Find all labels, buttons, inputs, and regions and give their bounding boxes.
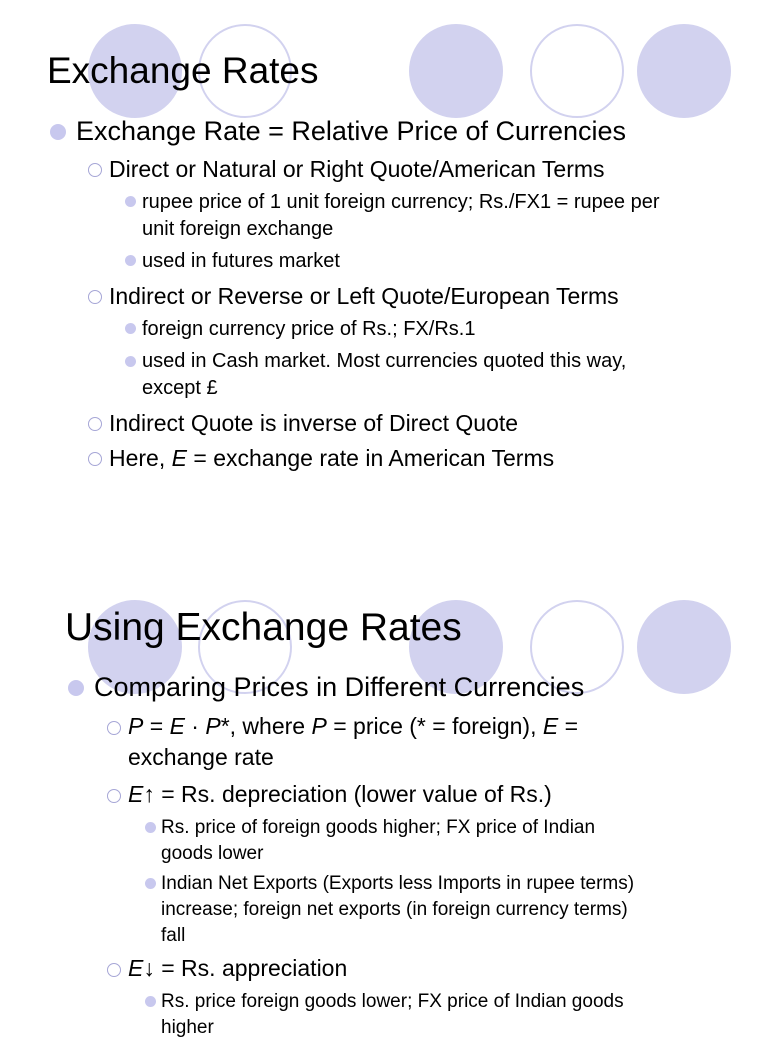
bullet-dot-icon [145, 996, 156, 1007]
bullet-level3-cont: higher [161, 1017, 214, 1038]
bullet-ring-icon [88, 452, 102, 466]
bullet-level3-cont: fall [161, 925, 186, 946]
variable-p: P [311, 713, 327, 739]
text-run: *, where [220, 713, 312, 739]
bullet-dot-icon [125, 323, 136, 334]
decor-circle [637, 600, 731, 694]
bullet-level3-cont: except £ [142, 377, 218, 399]
bullet-level3: Rs. price of foreign goods higher; FX price of Indian [161, 817, 596, 838]
bullet-level1: Comparing Prices in Different Currencies [94, 672, 585, 702]
bullet-level3-cont: unit foreign exchange [142, 218, 334, 240]
text-run: · [184, 713, 206, 739]
variable-e: E [171, 445, 187, 471]
bullet-ring-icon [88, 290, 102, 304]
variable-e: E [169, 713, 185, 739]
bullet-level2 [128, 781, 552, 808]
bullet-level3: Rs. price foreign goods lower; FX price of Indian goods [161, 991, 624, 1012]
bullet-level3: Indian Net Exports (Exports less Imports in rupee terms) [161, 873, 635, 894]
bullet-level1: Exchange Rate = Relative Price of Currencies [76, 116, 627, 146]
decor-circle-outline [530, 24, 624, 118]
bullet-level2 [128, 713, 578, 740]
bullet-dot-icon [50, 124, 66, 140]
bullet-dot-icon [125, 255, 136, 266]
bullet-ring-icon [107, 963, 121, 977]
bullet-level3-cont: increase; foreign net exports (in foreign currency terms) [161, 899, 628, 920]
text-run: ↑ = Rs. depreciation (lower value of Rs.) [143, 781, 552, 807]
text-run: = price (* = foreign), [326, 713, 543, 739]
variable-p: P [128, 713, 144, 739]
bullet-dot-icon [145, 878, 156, 889]
bullet-ring-icon [88, 417, 102, 431]
text-run: ↓ = Rs. appreciation [143, 955, 348, 981]
bullet-dot-icon [145, 822, 156, 833]
text-run: = exchange rate in American Terms [186, 445, 555, 471]
bullet-dot-icon [125, 196, 136, 207]
bullet-level2 [128, 955, 347, 982]
bullet-dot-icon [125, 356, 136, 367]
bullet-level2: Indirect Quote is inverse of Direct Quote [109, 410, 519, 436]
variable-p: P [205, 713, 221, 739]
bullet-ring-icon [107, 789, 121, 803]
variable-e: E [128, 781, 144, 807]
bullet-level3: foreign currency price of Rs.; FX/Rs.1 [142, 318, 476, 340]
bullet-level2 [109, 445, 554, 472]
bullet-level2-cont: exchange rate [128, 744, 274, 770]
bullet-dot-icon [68, 680, 84, 696]
slide-title: Using Exchange Rates [65, 606, 462, 649]
variable-e: E [128, 955, 144, 981]
slide-exchange-rates [0, 0, 768, 500]
bullet-ring-icon [107, 721, 121, 735]
bullet-ring-icon [88, 163, 102, 177]
variable-e: E [542, 713, 559, 739]
bullet-level2: Direct or Natural or Right Quote/American Terms [109, 156, 605, 182]
decor-circle [637, 24, 731, 118]
slide-using-exchange-rates [0, 560, 768, 1038]
decor-circle [409, 24, 503, 118]
bullet-level3: used in futures market [142, 250, 340, 272]
bullet-level2: Indirect or Reverse or Left Quote/European Terms [109, 283, 619, 309]
text-run: = [558, 713, 579, 739]
text-run: = [143, 713, 170, 739]
bullet-level3: rupee price of 1 unit foreign currency; Rs./FX1 = rupee per [142, 191, 660, 213]
slide-title: Exchange Rates [47, 50, 319, 91]
text-run: Here, [109, 445, 172, 471]
bullet-level3-cont: goods lower [161, 843, 264, 864]
bullet-level3: used in Cash market. Most currencies quoted this way, [142, 350, 627, 372]
